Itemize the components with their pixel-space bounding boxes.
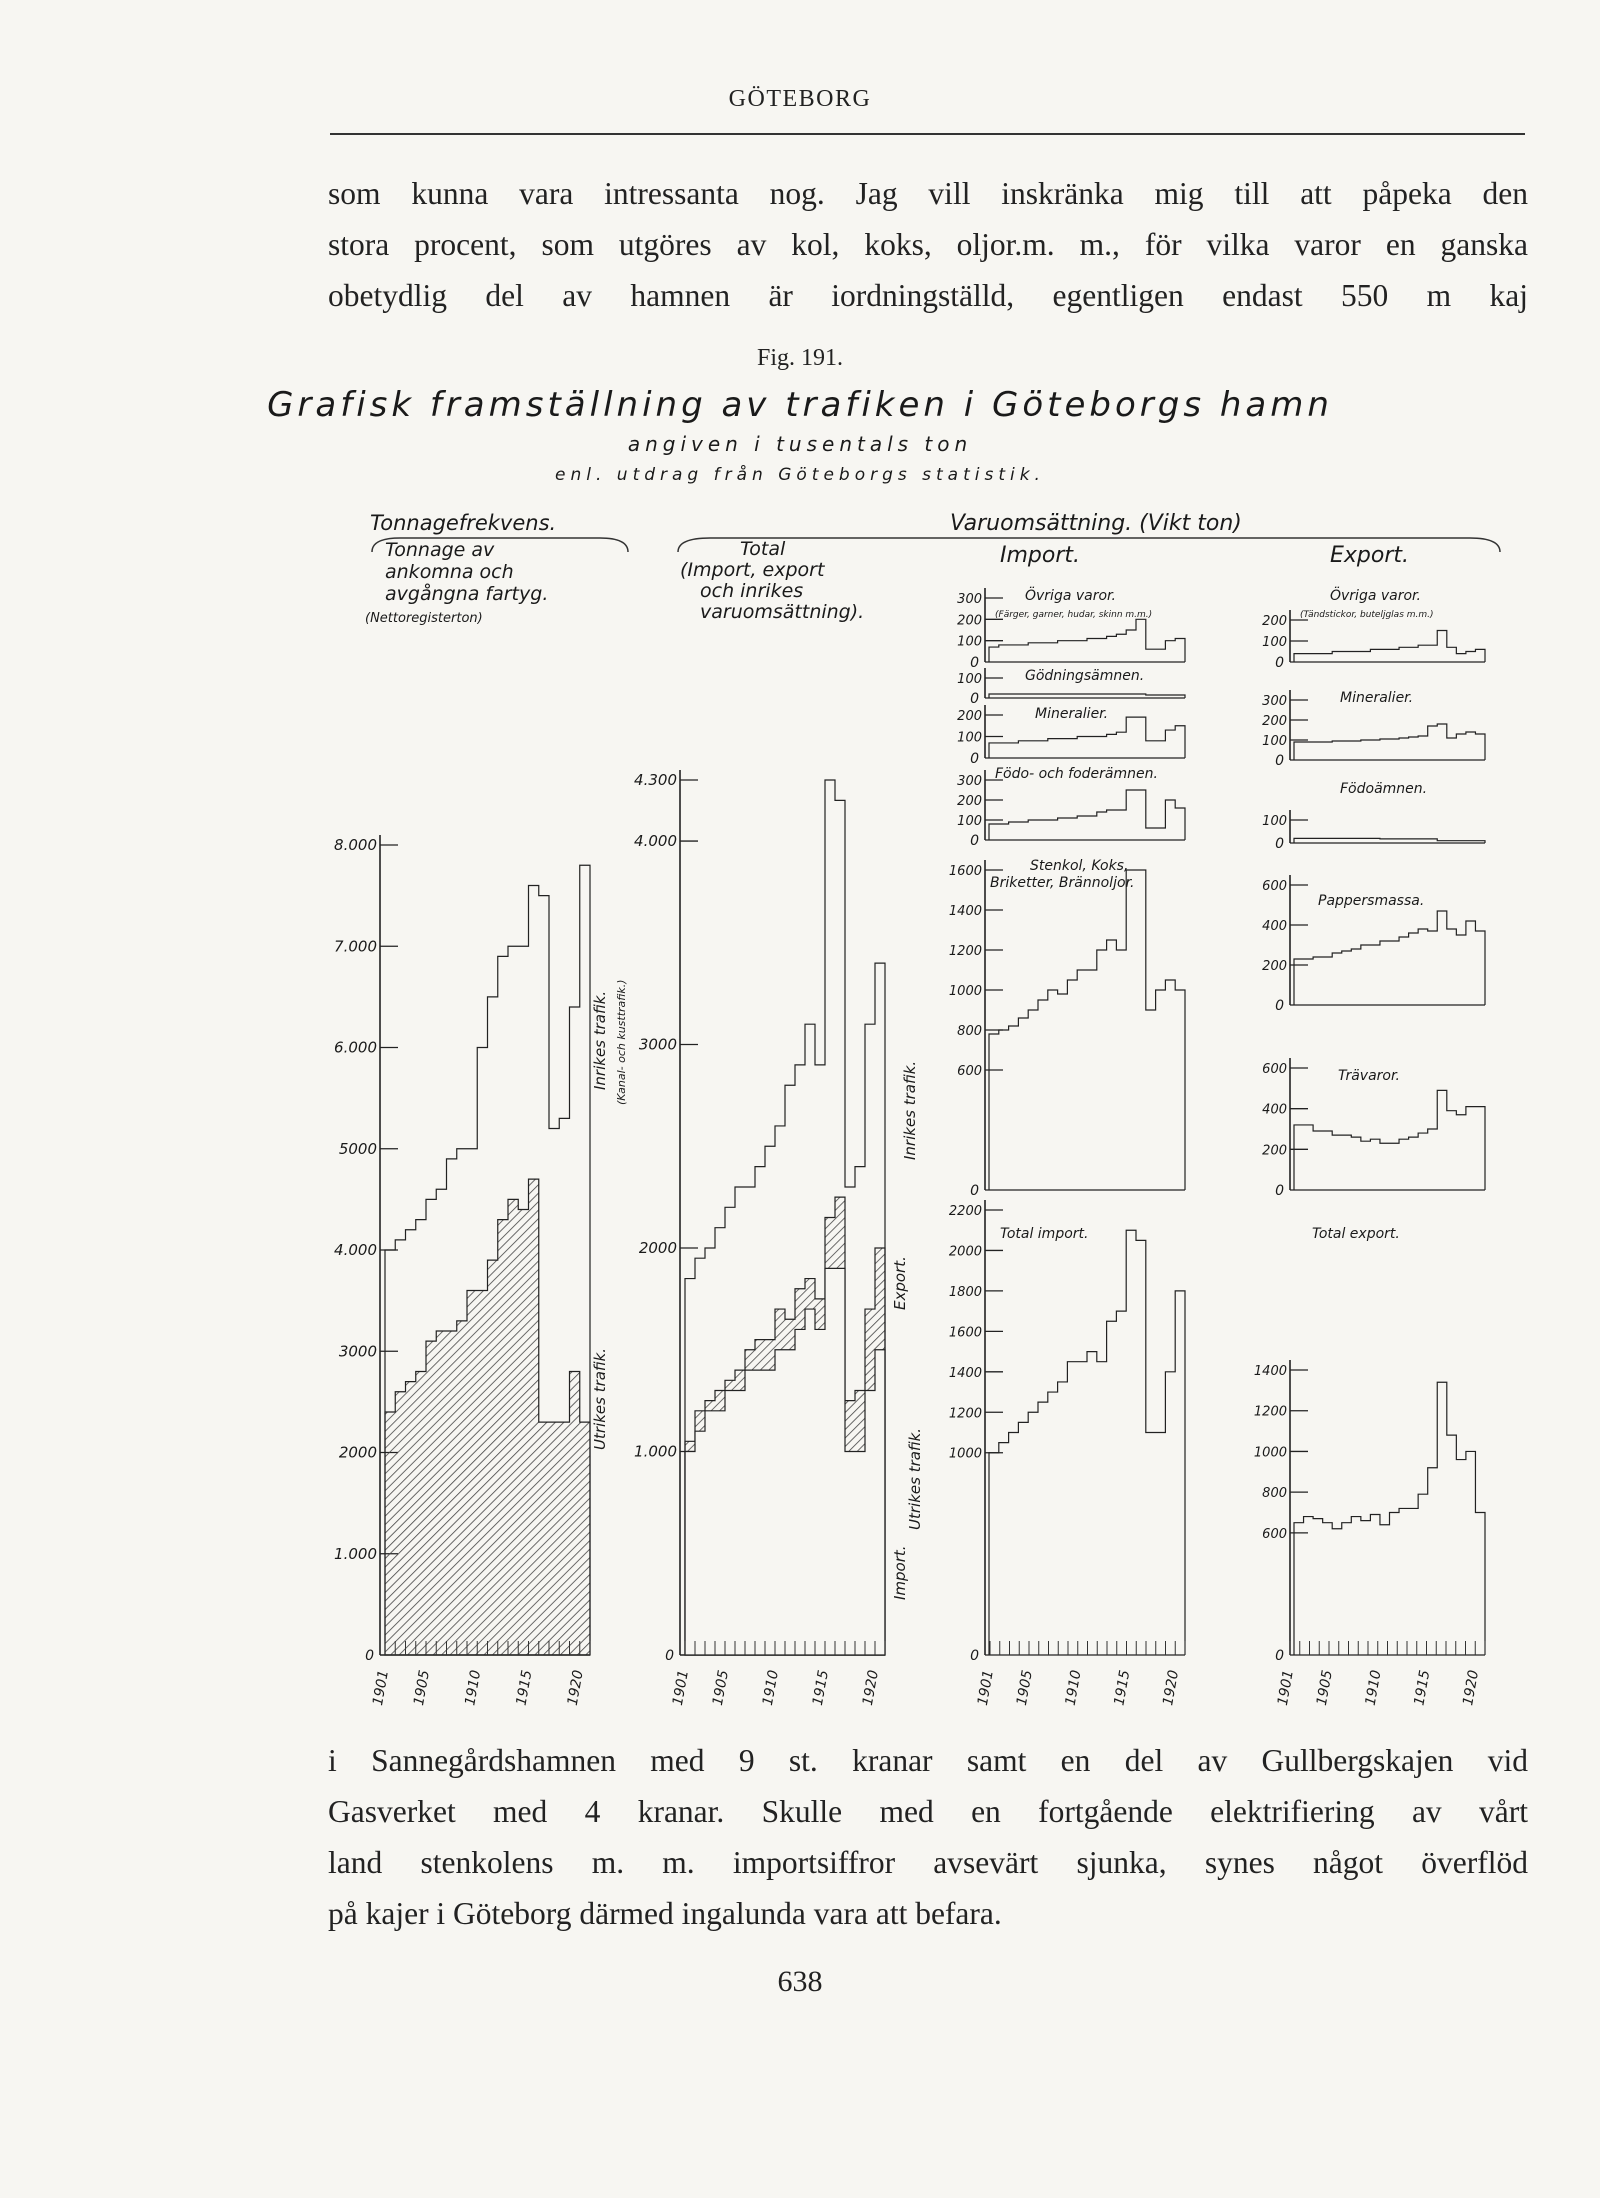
total-caption: och inrikes: [700, 580, 804, 602]
panel-note: (Färger, garner, hudar, skinn m.m.): [995, 610, 1153, 620]
y-tick-label: 1600: [948, 1325, 982, 1341]
year-label: 1905: [1013, 1668, 1036, 1707]
vertical-label: Utrikes trafik.: [591, 1347, 609, 1450]
y-tick-label: 600: [957, 1064, 982, 1079]
vertical-label: Export.: [891, 1256, 909, 1310]
year-label: 1905: [1313, 1668, 1336, 1707]
y-tick-label: 100: [957, 634, 982, 650]
panel-label: Födoämnen.: [1340, 781, 1428, 797]
y-tick-label: 200: [957, 613, 982, 629]
y-tick-label: 2000: [338, 1443, 377, 1462]
y-tick-label: 400: [1262, 919, 1287, 934]
panel-label: Total import.: [1000, 1226, 1089, 1242]
vertical-label: Inrikes trafik.: [591, 990, 609, 1090]
y-tick-label: 300: [957, 592, 982, 607]
y-tick-label: 1400: [948, 1365, 982, 1381]
year-label: 1901: [1274, 1668, 1297, 1707]
y-tick-label: 1.000: [634, 1442, 677, 1461]
y-tick-label: 3000: [638, 1035, 677, 1054]
y-tick-label: 100: [1262, 734, 1287, 749]
y-tick-label: 1200: [948, 944, 982, 959]
panel-label: Mineralier.: [1340, 690, 1414, 706]
panel-series: [1294, 838, 1485, 843]
vertical-label: Utrikes trafik.: [906, 1427, 924, 1530]
y-tick-label: 3000: [338, 1342, 377, 1361]
y-tick-label: 7.000: [334, 937, 377, 956]
text-line: land stenkolens m. m. importsiffror avsevärt sjunka, synes något överflöd: [328, 1845, 1528, 1880]
panel-label: Övriga varor.: [1330, 588, 1421, 604]
tonnage-caption: (Nettoregisterton): [365, 611, 483, 626]
y-zero-label: 0: [1275, 998, 1284, 1014]
total-caption: varuomsättning).: [700, 601, 865, 623]
vertical-label: (Kanal- och kusttrafik.): [615, 979, 628, 1105]
y-tick-label: 1400: [1253, 1364, 1287, 1379]
year-label: 1910: [759, 1668, 782, 1707]
y-tick-label: 1800: [948, 1284, 982, 1300]
y-tick-label: 2000: [948, 1244, 982, 1260]
tonnage-caption: Tonnage av: [385, 539, 495, 561]
text-line: som kunna vara intressanta nog. Jag vill inskränka mig till att påpeka den: [328, 176, 1528, 211]
panel-series: [1294, 911, 1485, 1005]
y-zero-label: 0: [970, 833, 979, 849]
year-label: 1901: [669, 1668, 692, 1707]
panel-label: Stenkol, Koks,: [1030, 858, 1129, 874]
vertical-label: Inrikes trafik.: [901, 1060, 919, 1160]
y-tick-label: 1200: [948, 1406, 982, 1422]
y-tick-label: 200: [957, 709, 982, 724]
y-tick-label: 200: [1262, 959, 1287, 974]
year-label: 1905: [411, 1668, 434, 1707]
y-tick-label: 4.300: [634, 771, 677, 789]
y-zero-label: 0: [1275, 836, 1284, 852]
text-line: på kajer i Göteborg därmed ingalunda vara att befara.: [328, 1896, 1002, 1931]
figure-number: Fig. 191.: [756, 345, 843, 371]
year-label: 1901: [370, 1668, 393, 1707]
y-tick-label: 200: [1262, 614, 1287, 629]
year-label: 1915: [1111, 1668, 1134, 1707]
year-label: 1920: [564, 1668, 587, 1707]
y-tick-label: 800: [957, 1024, 982, 1039]
tonnage-caption: avgångna fartyg.: [385, 583, 549, 605]
y-tick-label: 4.000: [634, 832, 677, 851]
import-heading: Import.: [1000, 543, 1081, 568]
y-tick-label: 2200: [948, 1204, 982, 1219]
total-caption: Total: [740, 538, 786, 560]
y-tick-label: 300: [1262, 694, 1287, 709]
y-zero-label: 0: [1275, 655, 1284, 671]
year-label: 1915: [1411, 1668, 1434, 1707]
y-tick-label: 600: [1262, 879, 1287, 894]
y-tick-label: 300: [957, 774, 982, 789]
y-zero-label: 0: [365, 1648, 374, 1664]
y-tick-label: 600: [1262, 1526, 1287, 1542]
panel-series: [989, 619, 1185, 662]
y-tick-label: 1400: [948, 904, 982, 919]
y-zero-label: 0: [970, 1183, 979, 1199]
year-label: 1920: [1160, 1668, 1183, 1707]
y-tick-label: 100: [957, 730, 982, 746]
panel-series: [989, 870, 1185, 1190]
y-tick-label: 100: [1262, 635, 1287, 650]
section-goods-label: Varuomsättning. (Vikt ton): [950, 511, 1242, 536]
y-tick-label: 800: [1262, 1486, 1287, 1502]
y-zero-label: 0: [1275, 753, 1284, 769]
page-number: 638: [777, 1965, 823, 1998]
year-label: 1910: [462, 1668, 485, 1707]
y-zero-label: 0: [970, 751, 979, 767]
vertical-label: Import.: [891, 1545, 909, 1600]
y-tick-label: 200: [957, 794, 982, 809]
y-zero-label: 0: [970, 655, 979, 671]
panel-label: Pappersmassa.: [1318, 893, 1425, 909]
panel-label: Födo- och foderämnen.: [995, 766, 1158, 782]
total-caption: (Import, export: [680, 559, 825, 581]
y-zero-label: 0: [970, 691, 979, 707]
year-label: 1910: [1362, 1668, 1385, 1707]
y-tick-label: 100: [957, 672, 982, 687]
panel-series: [1294, 724, 1485, 760]
y-tick-label: 200: [1262, 1143, 1287, 1159]
y-tick-label: 1000: [1253, 1445, 1287, 1461]
y-zero-label: 0: [970, 1648, 979, 1664]
year-label: 1915: [513, 1668, 536, 1707]
panel-series: [989, 717, 1185, 758]
y-tick-label: 2000: [638, 1239, 677, 1258]
panel-series: [1294, 631, 1485, 663]
text-line: obetydlig del av hamnen är iordningställd, egentligen endast 550 m kaj: [328, 278, 1528, 313]
export-heading: Export.: [1330, 543, 1410, 568]
y-tick-label: 5000: [338, 1139, 377, 1158]
figure-source: enl. utdrag från Göteborgs statistik.: [555, 465, 1045, 485]
panel-note: (Tändstickor, buteljglas m.m.): [1300, 610, 1434, 620]
year-label: 1920: [1460, 1668, 1483, 1707]
figure-title: Grafisk framställning av trafiken i Göteborgs hamn: [267, 385, 1333, 425]
year-label: 1905: [709, 1668, 732, 1707]
y-tick-label: 8.000: [334, 836, 377, 854]
year-label: 1920: [859, 1668, 882, 1707]
y-tick-label: 1200: [1253, 1404, 1287, 1420]
y-zero-label: 0: [1275, 1648, 1284, 1664]
y-zero-label: 0: [1275, 1183, 1284, 1199]
text-line: stora procent, som utgöres av kol, koks, oljor.m. m., för vilka varor en ganska: [328, 227, 1528, 262]
y-tick-label: 4.000: [334, 1241, 377, 1259]
y-tick-label: 6.000: [334, 1038, 377, 1057]
figure-subtitle: angiven i tusentals ton: [627, 432, 973, 456]
tonnage-caption: ankomna och: [385, 561, 514, 583]
year-label: 1901: [974, 1668, 997, 1707]
y-tick-label: 200: [1262, 714, 1287, 729]
panel-label: Briketter, Brännoljor.: [990, 875, 1135, 891]
y-tick-label: 1000: [948, 1446, 982, 1462]
running-head: GÖTEBORG: [728, 86, 872, 112]
panel-series: [1294, 1090, 1485, 1190]
y-tick-label: 1000: [948, 984, 982, 999]
y-tick-label: 1.000: [334, 1544, 377, 1563]
panel-label: Övriga varor.: [1025, 588, 1116, 604]
y-tick-label: 100: [957, 814, 982, 829]
panel-label: Total export.: [1312, 1226, 1400, 1242]
paragraph-bottom: [328, 1735, 1528, 1939]
y-tick-label: 100: [1262, 814, 1287, 829]
y-tick-label: 600: [1262, 1062, 1287, 1077]
series-utrikes: [385, 1179, 590, 1655]
y-tick-label: 1600: [948, 864, 982, 879]
panel-series: [989, 790, 1185, 840]
year-label: 1915: [809, 1668, 832, 1707]
panel-label: Trävaror.: [1338, 1068, 1400, 1084]
panel-label: Gödningsämnen.: [1025, 668, 1145, 684]
section-tonnage-label: Tonnagefrekvens.: [370, 511, 557, 535]
text-line: i Sannegårdshamnen med 9 st. kranar samt en del av Gullbergskajen vid: [328, 1743, 1528, 1778]
year-label: 1910: [1062, 1668, 1085, 1707]
y-tick-label: 400: [1262, 1102, 1287, 1118]
text-line: Gasverket med 4 kranar. Skulle med en fortgående elektrifiering av vårt: [328, 1794, 1528, 1829]
panel-label: Mineralier.: [1035, 706, 1109, 722]
panel-series: [989, 1230, 1185, 1655]
panel-series: [1294, 1382, 1485, 1655]
y-zero-label: 0: [665, 1648, 674, 1664]
